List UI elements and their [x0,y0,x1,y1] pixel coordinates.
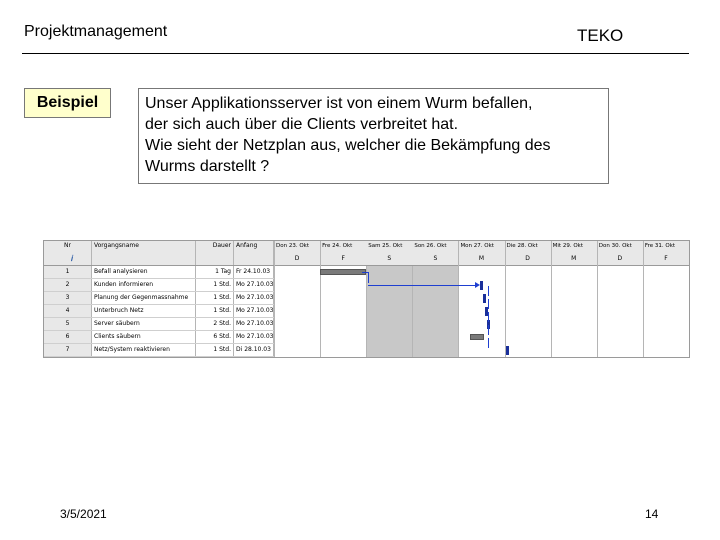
task-row[interactable] [44,292,274,305]
dependency-link [484,286,489,296]
timeline [274,241,689,357]
task-duration: 1 Std. [196,292,234,304]
header-title: Projektmanagement [24,23,168,40]
dependency-link [484,325,489,335]
task-start: Mo 27.10.03 [234,305,274,317]
weekday-label: D [617,255,623,262]
task-name: Server säubern [92,318,196,330]
day-label: Mon 27. Okt [460,243,494,249]
task-start: Mo 27.10.03 [234,331,274,343]
dependency-link [484,338,489,348]
dependency-link [368,285,476,286]
day-label: Fre 24. Okt [322,243,353,249]
task-name: Planung der Gegenmassnahme [92,292,196,304]
task-row[interactable] [44,266,274,279]
day-column [320,241,366,357]
day-column [505,241,551,357]
task-duration: 1 Std. [196,305,234,317]
task-start: Mo 27.10.03 [234,279,274,291]
column-header-name: Vorgangsname [92,241,196,265]
task-name: Befall analysieren [92,266,196,278]
task-start: Fr 24.10.03 [234,266,274,278]
question-line: Unser Applikationsserver ist von einem Wurm befallen, [145,95,533,112]
day-label: Son 26. Okt [414,243,447,249]
question-line: Wie sieht der Netzplan aus, welcher die Bekämpfung des [145,137,551,154]
dependency-link [484,299,489,309]
gantt-chart [43,240,690,358]
day-label: Die 28. Okt [506,243,538,249]
day-column [597,241,643,357]
weekday-label: M [478,255,485,262]
header-divider [22,53,689,54]
day-label: Fre 31. Okt [644,243,676,249]
column-header-start: Anfang [234,241,274,265]
task-table-header [44,241,274,266]
page-number: 14 [645,507,659,521]
day-column [366,266,412,357]
task-table [44,241,274,357]
day-column [412,266,458,357]
task-start: Mo 27.10.03 [234,292,274,304]
task-name: Unterbruch Netz [92,305,196,317]
weekday-label: M [571,255,577,262]
weekday-label: F [341,255,345,262]
header-right-label: TEKO [577,26,624,45]
weekday-label: F [664,255,668,262]
task-row[interactable] [44,305,274,318]
day-label: Don 23. Okt [276,243,309,249]
task-start: Di 28.10.03 [234,344,274,356]
arrow-icon [475,282,480,288]
weekday-label: S [433,255,438,262]
task-duration: 1 Std. [196,344,234,356]
task-bar[interactable] [480,281,483,290]
task-duration: 6 Std. [196,331,234,343]
task-row[interactable] [44,331,274,344]
task-start: Mo 27.10.03 [234,318,274,330]
weekday-label: D [294,255,300,262]
question-box [138,88,609,184]
task-nr: 1 [44,266,92,278]
day-label: Sam 25. Okt [368,243,403,249]
task-nr: 3 [44,292,92,304]
info-icon[interactable]: 𝑖 [71,254,74,263]
weekday-label: S [387,255,392,262]
task-row[interactable] [44,344,274,357]
task-nr: 2 [44,279,92,291]
task-name: Netz/System reaktivieren [92,344,196,356]
task-duration: 1 Std. [196,279,234,291]
question-line: Wurms darstellt ? [145,158,270,175]
column-header-duration: Dauer [196,241,234,265]
footer-date: 3/5/2021 [60,507,107,521]
task-bar[interactable] [320,269,366,275]
day-column [643,241,689,357]
task-duration: 2 Std. [196,318,234,330]
task-nr: 5 [44,318,92,330]
task-row[interactable] [44,279,274,292]
day-label: Don 30. Okt [598,243,632,249]
column-header-nr: Nr [44,241,92,265]
task-name: Kunden informieren [92,279,196,291]
task-duration: 1 Tag [196,266,234,278]
task-bar[interactable] [470,334,484,340]
day-label: Mit 29. Okt [552,243,584,249]
question-line: der sich auch über die Clients verbreitet hat. [145,116,459,133]
task-nr: 6 [44,331,92,343]
task-nr: 7 [44,344,92,356]
task-nr: 4 [44,305,92,317]
task-bar[interactable] [506,346,509,355]
task-name: Clients säubern [92,331,196,343]
task-row[interactable] [44,318,274,331]
dependency-link [484,312,489,322]
day-column [551,241,597,357]
day-column [274,241,320,357]
dependency-link [362,272,369,283]
weekday-label: D [525,255,530,262]
example-tag: Beispiel [24,88,111,118]
